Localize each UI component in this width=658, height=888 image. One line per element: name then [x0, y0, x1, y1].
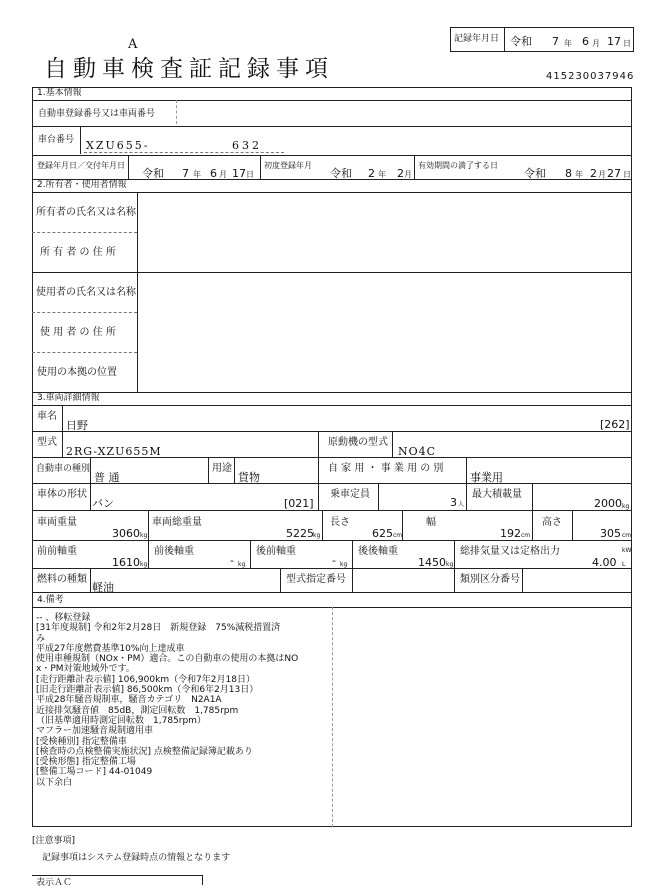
owner-address-label: 所 有 者 の 住 所	[40, 247, 116, 258]
first-reg-month: 2	[397, 167, 404, 180]
height-value: 305	[600, 527, 621, 540]
remarks-line: み	[36, 633, 46, 644]
use-value: 貨物	[238, 471, 260, 484]
capacity-value: 3	[450, 496, 457, 509]
remarks-line: （旧基準適用時測定回転数 1,785rpm）	[36, 715, 206, 726]
max-load-label: 最大積載量	[472, 489, 522, 500]
capacity-label: 乗車定員	[330, 489, 370, 500]
remarks-line: x・PM対策地域外です。	[36, 664, 135, 675]
model-value: 2RG-XZU655M	[66, 445, 162, 458]
reg-date-era: 令和	[142, 167, 164, 180]
remarks-line: 近接排気騒音値 85dB，測定回転数 1,785rpm	[36, 705, 239, 716]
first-reg-era: 令和	[330, 167, 352, 180]
expiry-label: 有効期間の満了する日	[418, 161, 498, 170]
model-label: 型式	[37, 437, 57, 448]
use-label: 用途	[212, 463, 232, 474]
record-date-era: 令和	[510, 35, 532, 48]
chassis-label: 車台番号	[38, 135, 75, 145]
displacement-value: 4.00	[592, 556, 617, 569]
front-rear-axle-label: 前後軸重	[154, 546, 194, 557]
owner-name-label: 所有者の氏名又は名称	[36, 207, 136, 218]
weight-label: 車両重量	[37, 517, 77, 528]
remarks-line: [受検種別] 指定整備車	[36, 736, 127, 747]
engine-value: NO4C	[398, 445, 437, 458]
body-code: [021]	[284, 497, 314, 510]
weight-value: 3060	[112, 527, 140, 540]
front-front-axle-label: 前前軸重	[37, 546, 77, 557]
width-value: 192	[500, 527, 521, 540]
car-name-value: 日野	[66, 419, 88, 432]
length-label: 長さ	[330, 517, 350, 528]
remarks-line: [検査時の点検整備実施状況] 点検整備記録簿記載あり	[36, 746, 253, 757]
reg-number-label: 自動車登録番号又は車両番号	[38, 109, 156, 119]
remarks-line: 以下余白	[36, 777, 73, 788]
body-label: 車体の形状	[37, 489, 87, 500]
private-use-label: 自 家 用 ・ 事 業 用 の 別	[328, 463, 444, 474]
car-name-label: 車名	[37, 411, 57, 422]
kind-label: 自動車の種別	[36, 464, 91, 474]
section-remarks-label: 4.備考	[37, 595, 64, 605]
rear-front-axle-value: -	[332, 554, 336, 567]
section-owner-label: 2.所有者・使用者情報	[37, 180, 127, 190]
notes-title: [注意事項]	[32, 836, 76, 846]
car-name-code: [262]	[600, 418, 630, 431]
expiry-month: 2	[590, 167, 597, 180]
gross-weight-value: 5225	[286, 527, 314, 540]
front-rear-axle-value: -	[230, 554, 234, 567]
user-address-label: 使 用 者 の 住 所	[40, 327, 116, 338]
max-load-value: 2000	[594, 497, 622, 510]
designation-number-label: 型式指定番号	[286, 574, 346, 585]
chassis-prefix: XZU655-	[86, 139, 150, 152]
rear-front-axle-label: 後前軸重	[256, 546, 296, 557]
remarks-line: -- 、移転登録	[36, 613, 91, 623]
reg-date-month: 6	[210, 167, 217, 180]
body-value: バン	[92, 497, 114, 510]
rear-rear-axle-value: 1450	[418, 556, 446, 569]
remarks-line: 使用車種規制（NOx・PM）適合。この自動車の使用の本拠はNO	[36, 654, 299, 665]
height-label: 高さ	[542, 517, 562, 528]
displacement-label: 総排気量又は定格出力	[460, 546, 560, 557]
class-number-label: 類別区分番号	[460, 574, 520, 585]
remarks-line: [走行距離計表示値] 106,900km（令和7年2月18日）	[36, 674, 255, 685]
expiry-day: 27	[607, 167, 621, 180]
document-number: 415230037946	[546, 71, 635, 82]
chassis-suffix: 632	[232, 139, 262, 152]
front-front-axle-value: 1610	[112, 556, 140, 569]
notes-bottom-label: 表示ＡＣ	[36, 878, 73, 888]
remarks-line: 平成27年度燃費基準10%向上達成車	[36, 643, 185, 654]
remarks-text	[36, 613, 456, 788]
section-basic-label: 1.基本情報	[37, 88, 82, 98]
record-date-year: 7	[552, 35, 559, 48]
expiry-era: 令和	[524, 167, 546, 180]
expiry-year: 8	[565, 167, 572, 180]
remarks-line: [旧走行距離計表示値] 86,500km（令和6年2月13日）	[36, 685, 259, 696]
remarks-line: マフラー加速騒音規制適用車	[36, 726, 154, 737]
private-use-value: 事業用	[470, 471, 503, 484]
reg-date-year: 7	[182, 167, 189, 180]
user-name-label: 使用者の氏名又は名称	[36, 287, 136, 298]
base-location-label: 使用の本拠の位置	[37, 367, 117, 378]
section-vehicle-label: 3.車両詳細情報	[37, 393, 100, 403]
remarks-line: 平成28年騒音規制車，騒音カテゴリ N2A1A	[36, 695, 222, 706]
gross-weight-label: 車両総重量	[152, 517, 202, 528]
fuel-value: 軽油	[92, 581, 114, 594]
notes-text: 記録事項はシステム登録時点の情報となります	[42, 853, 231, 863]
record-date-month: 6	[582, 35, 589, 48]
kind-value: 普 通	[94, 471, 120, 484]
reg-date-day: 17	[232, 167, 246, 180]
remarks-line: [受検形態] 指定整備工場	[36, 757, 136, 768]
first-reg-year: 2	[368, 167, 375, 180]
remarks-line: [31年度規制] 令和2年2月28日 新規登録 75%減税措置済	[36, 623, 281, 634]
header-mark: A	[128, 37, 138, 52]
fuel-label: 燃料の種類	[37, 574, 87, 585]
length-value: 625	[372, 527, 393, 540]
page-title: 自動車検査証記録事項	[44, 56, 334, 82]
width-label: 幅	[426, 517, 436, 528]
remarks-line: [整備工場コード] 44-01049	[36, 767, 153, 778]
record-date-label: 記録年月日	[454, 34, 500, 44]
first-reg-label: 初度登録年月	[264, 161, 312, 170]
record-date-day: 17	[607, 35, 621, 48]
reg-date-label: 登録年月日／交付年月日	[37, 161, 125, 170]
rear-rear-axle-label: 後後軸重	[358, 546, 398, 557]
engine-label: 原動機の型式	[328, 437, 388, 448]
